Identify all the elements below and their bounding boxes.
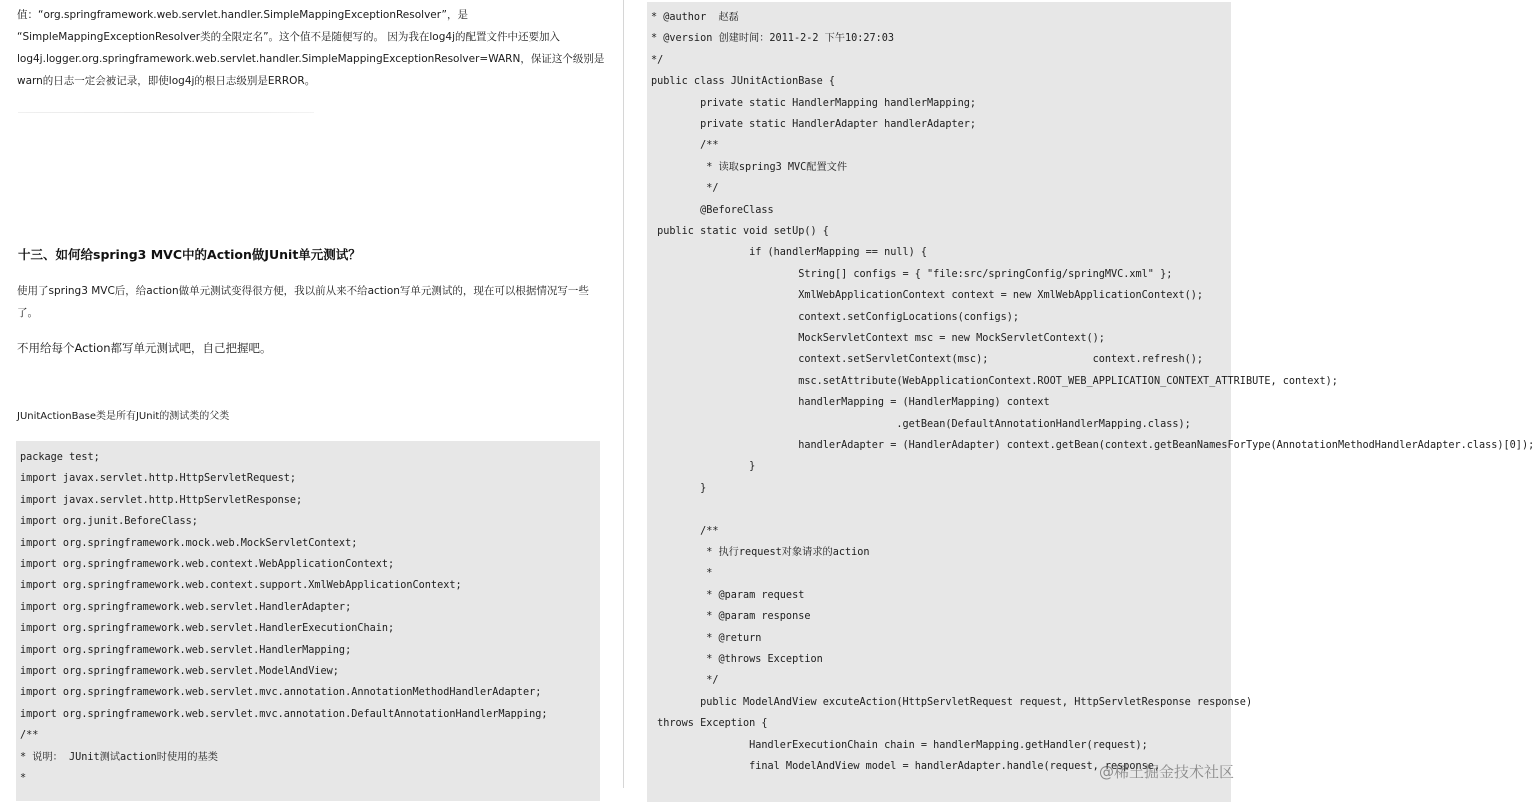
intro-paragraph — [17, 4, 604, 92]
code-line: public class JUnitActionBase { — [651, 76, 836, 88]
code-line: * @version 创建时间：2011-2-2 下午10:27:03 — [651, 33, 895, 45]
code-line: import org.springframework.web.context.WebApplicationContext; — [20, 559, 395, 570]
code-line: * @return — [651, 632, 762, 644]
code-line: * @param request — [651, 589, 805, 601]
code-line: final ModelAndView model = handlerAdapter.handle(request, response, — [651, 761, 1161, 772]
code-line: public static void setUp() { — [651, 226, 829, 237]
code-line: */ — [651, 54, 664, 66]
code-block-class — [647, 2, 1534, 802]
code-line: import org.springframework.web.servlet.mvc.annotation.AnnotationMethodHandlerAdapter; — [20, 687, 542, 699]
code-line: msc.setAttribute(WebApplicationContext.ROOT_WEB_APPLICATION_CONTEXT_ATTRIBUTE, context); — [651, 375, 1338, 387]
code-line: * — [20, 773, 27, 784]
code-line: } — [651, 461, 756, 473]
faint-rule — [18, 112, 314, 113]
section-title: 十三、如何给spring3 MVC中的Action做JUnit单元测试？ — [18, 247, 361, 262]
code-line: XmlWebApplicationContext context = new XmlWebApplicationContext(); — [651, 290, 1204, 302]
left-document-page — [0, 0, 618, 788]
code-line: context.setConfigLocations(configs); — [651, 311, 1020, 323]
code-line: package test; — [20, 452, 100, 463]
description-line: 了。 — [17, 307, 38, 319]
code-line: */ — [651, 183, 719, 195]
code-line: public ModelAndView excuteAction(HttpServletRequest request, HttpServletResponse response) — [651, 696, 1253, 708]
intro-line: “SimpleMappingExceptionResolver类的全限定名”。这个值不是随便写的。 因为我在log4j的配置文件中还要加入 — [17, 31, 560, 43]
code-line: * — [651, 568, 713, 580]
code-line: * 执行request对象请求的action — [651, 547, 870, 558]
intro-line: 值：“org.springframework.web.servlet.handler.SimpleMappingExceptionResolver”，是 — [17, 9, 468, 21]
intro-line: log4j.logger.org.springframework.web.servlet.handler.SimpleMappingExceptionResolver=WARN，保证这个级别是 — [17, 53, 605, 65]
code-caption: JUnitActionBase类是所有JUnit的测试类的父类 — [17, 411, 230, 422]
code-line: import org.junit.BeforeClass; — [20, 516, 198, 528]
code-line: * @throws Exception — [651, 654, 823, 665]
code-line: import javax.servlet.http.HttpServletRequest; — [20, 473, 297, 485]
intro-line: warn的日志一定会被记录，即使log4j的根日志级别是ERROR。 — [17, 75, 316, 87]
code-line: handlerMapping = (HandlerMapping) context — [651, 397, 1050, 409]
code-line: * 说明： JUnit测试action时使用的基类 — [20, 751, 218, 763]
code-block-imports — [16, 441, 600, 801]
code-line: /** — [20, 730, 39, 742]
code-line: throws Exception { — [651, 718, 768, 730]
code-line: import org.springframework.web.servlet.HandlerExecutionChain; — [20, 623, 395, 635]
code-line: private static HandlerMapping handlerMapping; — [651, 97, 977, 109]
code-line: if (handlerMapping == null) { — [651, 247, 928, 259]
code-line: import org.springframework.web.servlet.HandlerMapping; — [20, 644, 352, 656]
code-line: .getBean(DefaultAnnotationHandlerMapping.class); — [651, 418, 1191, 430]
code-line: import javax.servlet.http.HttpServletResponse; — [20, 494, 303, 506]
description-line: 使用了spring3 MVC后，给action做单元测试变得很方便，我以前从来不给action写单元测试的，现在可以根据情况写一些 — [17, 285, 589, 297]
code-line: * @author 赵磊 — [651, 12, 739, 23]
code-line: import org.springframework.web.context.support.XmlWebApplicationContext; — [20, 580, 462, 592]
code-line: * @param response — [651, 611, 811, 623]
code-line: import org.springframework.web.servlet.ModelAndView; — [20, 666, 339, 677]
note-text: 不用给每个Action都写单元测试吧，自己把握吧。 — [17, 341, 272, 355]
code-line: String[] configs = { "file:src/springConfig/springMVC.xml" }; — [651, 268, 1173, 280]
watermark: @稀土掘金技术社区 — [1098, 763, 1234, 781]
code-line: HandlerExecutionChain chain = handlerMapping.getHandler(request); — [651, 739, 1148, 751]
code-line: MockServletContext msc = new MockServletContext(); — [651, 333, 1105, 344]
code-line: context.setServletContext(msc); context.refresh(); — [651, 354, 1204, 366]
code-line: * 读取spring3 MVC配置文件 — [651, 161, 848, 173]
code-line: /** — [651, 140, 719, 152]
code-line: */ — [651, 675, 719, 687]
description-paragraph — [17, 280, 589, 324]
code-line: } — [651, 482, 707, 494]
code-line: handlerAdapter = (HandlerAdapter) context.getBean(context.getBeanNamesForType(AnnotationMethodHandlerAdapter.class)[0]); — [651, 440, 1534, 451]
code-line: /** — [651, 525, 719, 537]
code-line: import org.springframework.web.servlet.mvc.annotation.DefaultAnnotationHandlerMapping; — [20, 708, 548, 720]
code-line: import org.springframework.web.servlet.HandlerAdapter; — [20, 601, 352, 613]
code-line: @BeforeClass — [651, 204, 774, 216]
code-line: import org.springframework.mock.web.MockServletContext; — [20, 537, 358, 549]
code-line: private static HandlerAdapter handlerAdapter; — [651, 119, 977, 130]
